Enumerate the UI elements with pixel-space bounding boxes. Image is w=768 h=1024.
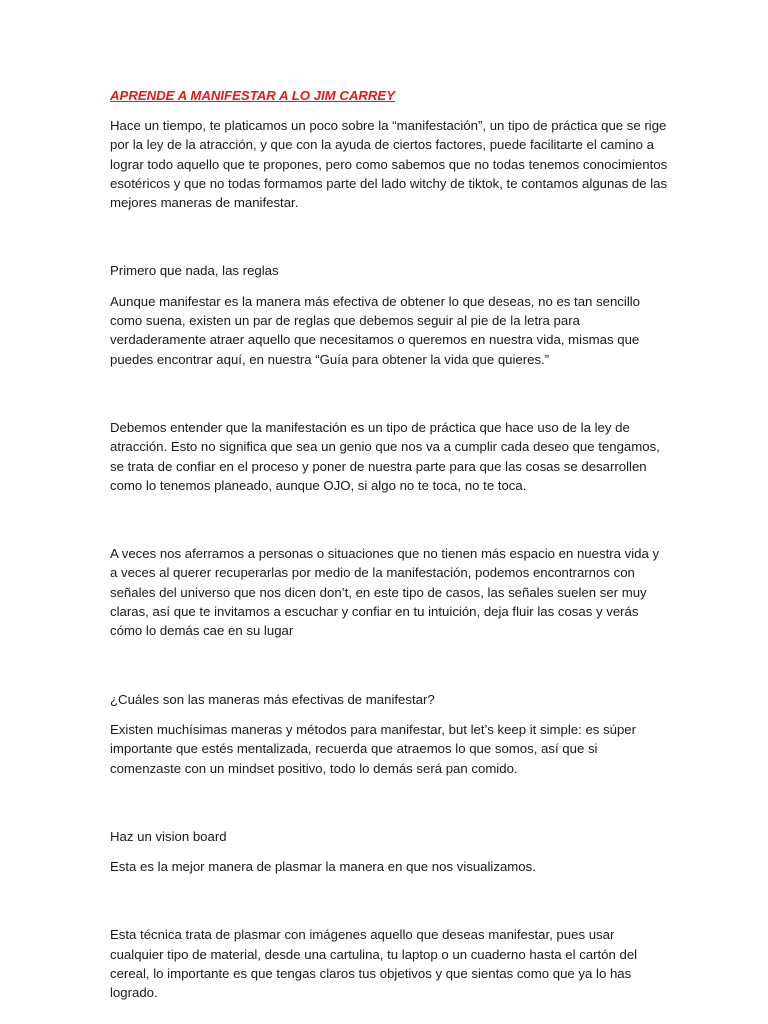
document-title: APRENDE A MANIFESTAR A LO JIM CARREY	[110, 88, 396, 103]
spacer	[110, 641, 670, 690]
document-page	[110, 86, 670, 1003]
section-heading-ways: ¿Cuáles son las maneras más efectivas de manifestar?	[110, 691, 435, 707]
spacer	[110, 495, 670, 544]
technique-paragraph: Esta técnica trata de plasmar con imágenes aquello que deseas manifestar, pues usar cualquier tipo de material, desde una cartulina, tu laptop o un cuaderno hasta el cartón del cereal, lo importante es que tengas claros tus objetivos y que sientas como que ya lo has logrado.	[110, 927, 638, 1001]
vision-board-paragraph: Esta es la mejor manera de plasmar la manera en que nos visualizamos.	[110, 859, 536, 875]
section-heading-rules: Primero que nada, las reglas	[110, 263, 279, 279]
spacer	[110, 281, 670, 292]
spacer	[110, 778, 670, 827]
spacer	[110, 369, 670, 418]
spacer	[110, 846, 670, 857]
spacer	[110, 709, 670, 720]
ways-paragraph: Existen muchísimas maneras y métodos para manifestar, but let’s keep it simple: es súper importante que estés mentalizada, recuerda que atraemos lo que somos, así que si comenzaste con un mindset positivo, todo lo demás será pan comido.	[110, 721, 637, 776]
spacer	[110, 876, 670, 925]
signals-paragraph: A veces nos aferramos a personas o situaciones que no tienen más espacio en nuestra vida y a veces al querer recuperarlas por medio de la manifestación, podemos encontrarnos con señales del universo que nos dicen don’t, en este tipo de casos, las señales suelen ser muy claras, así que te invitamos a escuchar y confiar en tu intuición, deja fluir las cosas y verás cómo lo demás cae en su lugar	[110, 546, 660, 639]
spacer	[110, 212, 670, 261]
intro-paragraph: Hace un tiempo, te platicamos un poco sobre la “manifestación”, un tipo de práctica que se rige por la ley de la atracción, y que con la ayuda de ciertos factores, puede facilitarte el camino a lograr todo aquello que te propones, pero como sabemos que no todas tenemos conocimientos esotéricos y que no todas formamos parte del lado witchy de tiktok, te contamos algunas de las mejores maneras de manifestar.	[110, 118, 668, 211]
attraction-paragraph: Debemos entender que la manifestación es un tipo de práctica que hace uso de la ley de atracción. Esto no significa que sea un genio que nos va a cumplir cada deseo que tengamos, se trata de confiar en el proceso y poner de nuestra parte para que las cosas se desarrollen como lo tenemos planeado, aunque OJO, si algo no te toca, no te toca.	[110, 419, 660, 493]
rules-paragraph: Aunque manifestar es la manera más efectiva de obtener lo que deseas, no es tan sencillo como suena, existen un par de reglas que debemos seguir al pie de la letra para verdaderamente atraer aquello que necesitamos o queremos en nuestra vida, mismas que puedes encontrar aquí, en nuestra “Guía para obtener la vida que quieres.”	[110, 293, 641, 367]
section-heading-vision-board: Haz un vision board	[110, 828, 227, 844]
